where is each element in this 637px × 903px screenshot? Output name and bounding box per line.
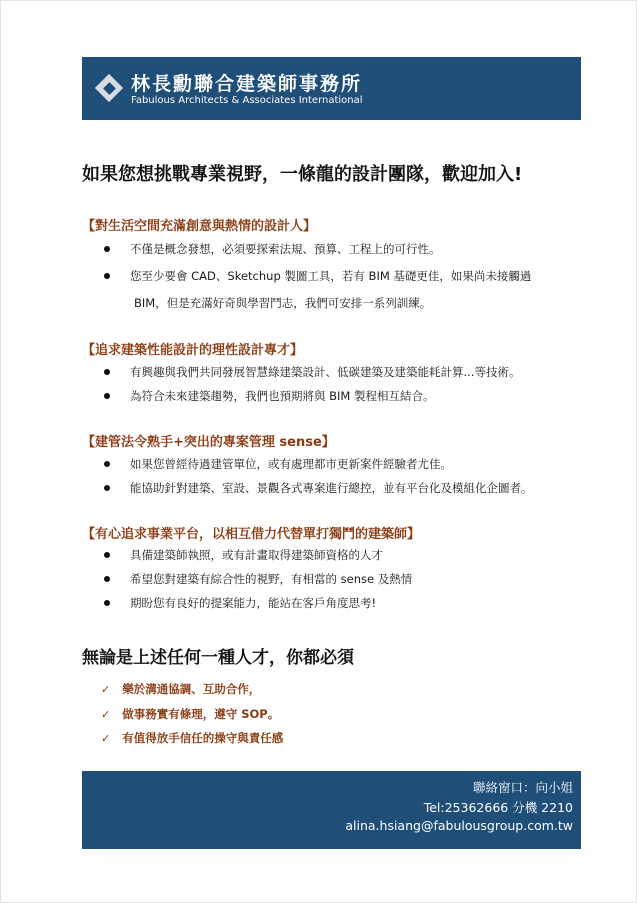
list-item: 具備建築師執照，或有計畫取得建築師資格的人才 <box>104 547 383 563</box>
bullet-dot-icon <box>104 246 110 252</box>
bullet-dot-icon <box>104 600 110 606</box>
checkmark-icon: ✓ <box>101 708 111 721</box>
bullet-dot-icon <box>104 552 110 558</box>
contact-email[interactable]: alina.hsiang@fabulousgroup.com.tw <box>345 818 573 833</box>
section-title-2: 【追求建築性能設計的理性設計專才】 <box>82 343 304 358</box>
list-item-continuation: BIM，但是充滿好奇與學習鬥志，我們可安排一系列訓練。 <box>134 296 432 310</box>
company-name-en: Fabulous Architects & Associates International <box>131 95 363 106</box>
bullet-dot-icon <box>104 393 110 399</box>
bullet-dot-icon <box>104 369 110 375</box>
checkmark-icon: ✓ <box>101 683 111 696</box>
list-item: 為符合未來建築趨勢，我們也預期將與 BIM 製程相互結合。 <box>104 388 435 404</box>
company-name-zh: 林長勳聯合建築師事務所 <box>131 73 363 95</box>
checkmark-icon: ✓ <box>101 732 111 745</box>
list-item: 希望您對建築有綜合性的視野，有相當的 sense 及熱情 <box>104 571 412 587</box>
requirements-title: 無論是上述任何一種人才，你都必須 <box>82 648 354 668</box>
contact-person: 聯絡窗口：向小姐 <box>472 780 573 795</box>
list-item: 您至少要會 CAD、Sketchup 製圖工具，若有 BIM 基礎更佳，如果尚未接觸過 <box>104 268 531 284</box>
bullet-dot-icon <box>104 273 110 279</box>
list-item: 如果您曾經待過建管單位，或有處理都市更新案件經驗者尤佳。 <box>104 456 452 472</box>
contact-phone: Tel:25362666 分機 2210 <box>423 800 573 815</box>
section-title-3: 【建管法令熟手+突出的專案管理 sense】 <box>82 435 335 450</box>
list-item: 期盼您有良好的提案能力，能站在客戶角度思考! <box>104 595 376 611</box>
list-item: ✓ 做事務實有條理，遵守 SOP。 <box>101 707 280 721</box>
page-headline: 如果您想挑戰專業視野，一條龍的設計團隊，歡迎加入! <box>82 164 523 185</box>
section-title-4: 【有心追求事業平台，以相互借力代替單打獨鬥的建築師】 <box>82 527 421 542</box>
list-item: 能協助針對建築、室設、景觀各式專案進行總控，並有平台化及模組化企圖者。 <box>104 480 533 496</box>
list-item: ✓ 樂於溝通協調、互助合作， <box>101 682 261 696</box>
list-item: ✓ 有值得放手信任的操守與責任感 <box>101 731 284 745</box>
bullet-dot-icon <box>104 576 110 582</box>
bullet-dot-icon <box>104 485 110 491</box>
list-item: 不僅是概念發想，必須要探索法規、預算、工程上的可行性。 <box>104 241 441 257</box>
bullet-dot-icon <box>104 461 110 467</box>
section-title-1: 【對生活空間充滿創意與熱情的設計人】 <box>82 219 317 234</box>
list-item: 有興趣與我們共同發展智慧綠建築設計、低碳建築及建築能耗計算...等技術。 <box>104 364 520 380</box>
